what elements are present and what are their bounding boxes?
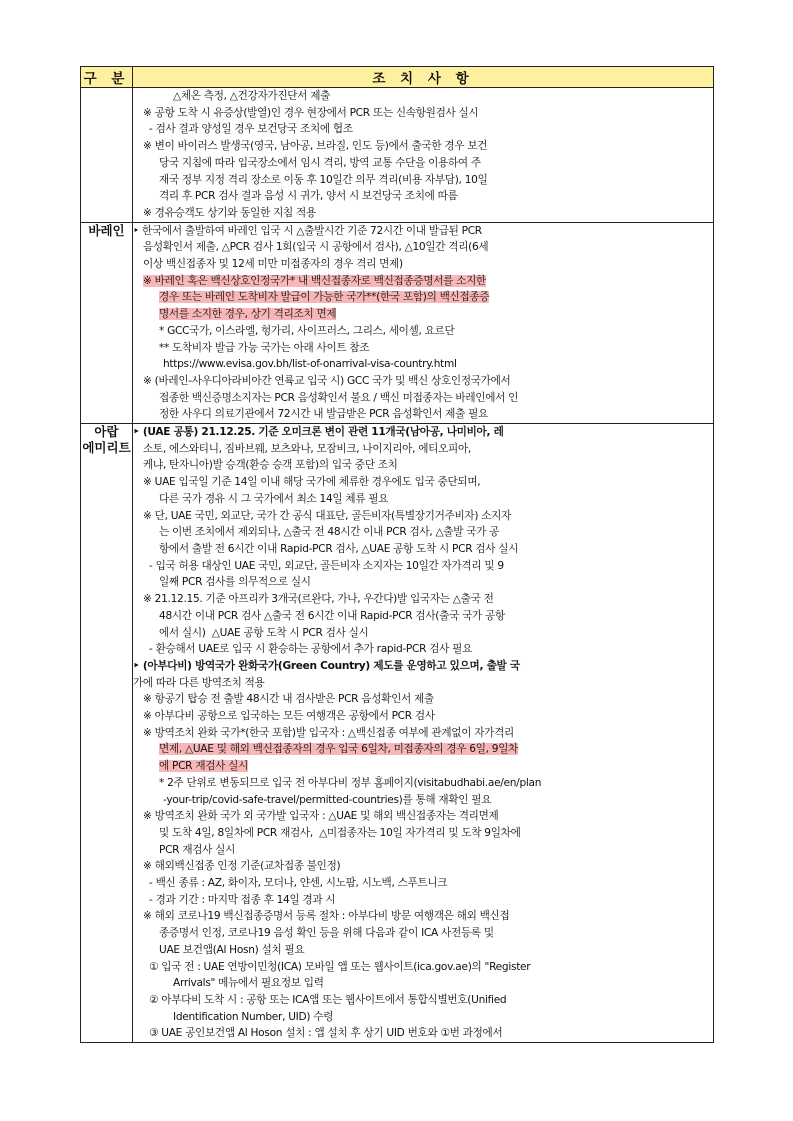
text-line-highlight (133, 289, 713, 306)
text-line: ③ UAE 공인보건앱 Al Hoson 설치 : 앱 설치 후 상기 UID 번호와 ①번 과정에서 (149, 1027, 503, 1040)
text-line: △체온 측정, △건강자가진단서 제출 (173, 90, 331, 102)
text-line-highlight (133, 758, 713, 775)
table-header-row (81, 67, 714, 88)
text-line: * GCC국가, 이스라엘, 헝가리, 사이프러스, 그리스, 세이셸, 요르단 (159, 324, 455, 337)
text-line: 가에 따라 다른 방역조치 적용 (133, 676, 265, 689)
text-line: 종증명서 인정, 코로나19 음성 확인 등을 위해 다음과 같이 ICA 사전등록 및 (159, 927, 494, 940)
text-line: - 환승해서 UAE로 입국 시 환승하는 공항에서 추가 rapid-PCR 검사 필요 (149, 643, 473, 656)
header-category: 구 분 (81, 67, 133, 88)
table-row-bahrain (81, 222, 714, 423)
table-row-continued (81, 88, 714, 223)
text-line: 격리 후 PCR 검사 결과 음성 시 귀가, 양서 시 보건당국 조치에 따름 (159, 190, 458, 203)
section-heading-line: ‣ (아부다비) 방역국가 완화국가(Green Country) 제도를 운영하고 있으며, 출발 국 (133, 659, 520, 672)
measures-table (80, 66, 714, 1043)
country-cell-empty (81, 88, 133, 223)
text-line: ※ 공항 도착 시 유증상(발열)인 경우 현장에서 PCR 또는 신속항원검사 실시 (143, 106, 479, 119)
text-line: ※ 변이 바이러스 발생국(영국, 남아공, 브라질, 인도 등)에서 출국한 경우 보건 (143, 140, 488, 153)
table-row-uae (81, 424, 714, 1043)
highlight-text: 경우 또는 바레인 도착비자 발급이 가능한 국가**(한국 포함)의 백신접종증 (159, 291, 490, 304)
text-line: ※ 방역조치 완화 국가*(한국 포함)발 입국자 : △백신접종 여부에 관계없이 자가격리 (143, 726, 514, 739)
header-measures: 조 치 사 항 (133, 67, 714, 88)
country-name-uae (81, 424, 133, 1043)
text-line: Arrivals" 메뉴에서 필요정보 입력 (173, 977, 324, 990)
text-line: ※ 아부다비 공항으로 입국하는 모든 여행객은 공항에서 PCR 검사 (143, 710, 435, 723)
text-line: ** 도착비자 발급 가능 국가는 아래 사이트 참조 (159, 341, 370, 354)
text-line: ‣ 한국에서 출발하여 바레인 입국 시 △출발시간 기준 72시간 이내 발급된 PCR (133, 224, 482, 237)
highlight-text: ※ 바레인 혹은 백신상호인정국가* 내 백신접종자로 백신접종증명서를 소지한 (143, 274, 486, 287)
text-line: PCR 재검사 실시 (159, 843, 236, 856)
highlight-text: 명서를 소지한 경우, 상기 격리조치 면제 (159, 308, 337, 321)
text-line: ※ 단, UAE 국민, 외교단, 국가 간 공식 대표단, 골든비자(특별장기거주비자) 소지자 (143, 509, 512, 522)
text-line: ※ 해외 코로나19 백신접종증명서 등록 절차 : 아부다비 방문 여행객은 해외 백신접 (143, 910, 510, 923)
text-line: ※ 경유승객도 상기와 동일한 지침 적용 (143, 206, 316, 219)
visa-url: https://www.evisa.gov.bh/list-of-onarrival-visa-country.html (163, 358, 457, 371)
text-line: 접종한 백신증명소지자는 PCR 음성확인서 불요 / 백신 미접종자는 바레인에서 인 (159, 391, 519, 404)
text-line: 소토, 에스와티니, 짐바브웨, 보츠와나, 모잠비크, 나이지리아, 에티오피아, (143, 442, 471, 455)
text-line: ※ UAE 입국일 기준 14일 이내 해당 국가에 체류한 경우에도 입국 중단되며, (143, 476, 481, 489)
text-line: 항에서 출발 전 6시간 이내 Rapid-PCR 검사, △UAE 공항 도착 시 PCR 검사 실시 (159, 542, 519, 555)
text-line: UAE 보건앱(Al Hosn) 설치 필요 (159, 943, 305, 956)
text-line: * 2주 단위로 변동되므로 입국 전 아부다비 정부 홈페이지(visitabudhabi.ae/en/plan (159, 776, 542, 789)
text-line: 에서 실시) △UAE 공항 도착 시 PCR 검사 실시 (159, 626, 369, 639)
text-line: 정한 사우디 의료기관에서 72시간 내 발급받은 PCR 음성확인서 제출 필요 (159, 408, 488, 421)
text-line: 음성확인서 제출, △PCR 검사 1회(입국 시 공항에서 검사), △10일간 격리(6세 (143, 241, 489, 254)
text-line: Identification Number, UID) 수령 (173, 1010, 334, 1023)
text-line: ※ 방역조치 완화 국가 외 국가발 입국자 : △UAE 및 해외 백신접종자는 격리면제 (143, 810, 499, 823)
text-line: - 경과 기간 : 마지막 접종 후 14일 경과 시 (149, 893, 336, 906)
text-line: 재국 정부 지정 격리 장소로 이동 후 10일간 의무 격리(비용 자부담), 10일 (159, 173, 488, 186)
text-line-highlight (133, 741, 713, 758)
measures-cell (133, 424, 714, 1043)
text-line: - 검사 결과 양성일 경우 보건당국 조치에 협조 (149, 123, 353, 136)
text-line: ① 입국 전 : UAE 연방이민청(ICA) 모바일 앱 또는 웹사이트(ica.gov.ae)의 "Register (149, 960, 531, 973)
text-line-highlight (133, 273, 713, 290)
text-line: 이상 백신접종자 및 12세 미만 미접종자의 경우 격리 면제) (143, 258, 403, 271)
text-line: ※ 항공기 탑승 전 출발 48시간 내 검사받은 PCR 음성확인서 제출 (143, 693, 434, 706)
text-line: 케냐, 탄자니아)발 승객(환승 승객 포함)의 입국 중단 조치 (143, 459, 398, 472)
text-line: - 입국 허용 대상인 UAE 국민, 외교단, 골든비자 소지자는 10일간 자가격리 및 9 (149, 559, 504, 572)
country-name-line: 에미리트 (82, 440, 131, 456)
highlight-text: 에 PCR 재검사 실시 (159, 760, 249, 773)
section-heading-line: ‣ (UAE 공통) 21.12.25. 기준 오미크론 변이 관련 11개국(남아공, 나미비아, 레 (133, 426, 504, 439)
text-line: 일째 PCR 검사를 의무적으로 실시 (159, 576, 311, 589)
highlight-text: 면제, △UAE 및 해외 백신접종자의 경우 입국 6일차, 미접종자의 경우 6일, 9일차 (159, 743, 519, 756)
text-line: -your-trip/covid-safe-travel/permitted-countries)를 통해 재확인 필요 (163, 793, 492, 806)
measures-cell (133, 88, 714, 223)
country-name-bahrain: 바레인 (81, 222, 133, 423)
text-line: - 백신 종류 : AZ, 화이자, 모더나, 얀센, 시노팜, 시노백, 스푸트니크 (149, 877, 448, 890)
text-line: ※ (바레인-사우디아라비아간 연륙교 입국 시) GCC 국가 및 백신 상호인정국가에서 (143, 374, 511, 387)
country-name-line: 아랍 (94, 424, 119, 440)
text-line: 는 이번 조치에서 제외되나, △출국 전 48시간 이내 PCR 검사, △출발 국가 공 (159, 526, 500, 539)
text-line: ② 아부다비 도착 시 : 공항 또는 ICA앱 또는 웹사이트에서 통합식별번호(Unified (149, 993, 507, 1006)
text-line: 48시간 이내 PCR 검사 △출국 전 6시간 이내 Rapid-PCR 검사(출국 국가 공항 (159, 609, 505, 622)
text-line: 당국 지침에 따라 입국장소에서 임시 격리, 방역 교통 수단을 이용하여 주 (159, 156, 481, 169)
text-line: 및 도착 4일, 8일차에 PCR 재검사, △미접종자는 10일 자가격리 및 도착 9일차에 (159, 826, 521, 839)
text-line-highlight (133, 306, 713, 323)
measures-cell (133, 222, 714, 423)
text-line: ※ 21.12.15. 기준 아프리카 3개국(르완다, 가나, 우간다)발 입국자는 △출국 전 (143, 593, 494, 606)
text-line: 다른 국가 경유 시 그 국가에서 최소 14일 체류 필요 (159, 492, 389, 505)
text-line: ※ 해외백신접종 인정 기준(교차접종 불인정) (143, 860, 341, 873)
